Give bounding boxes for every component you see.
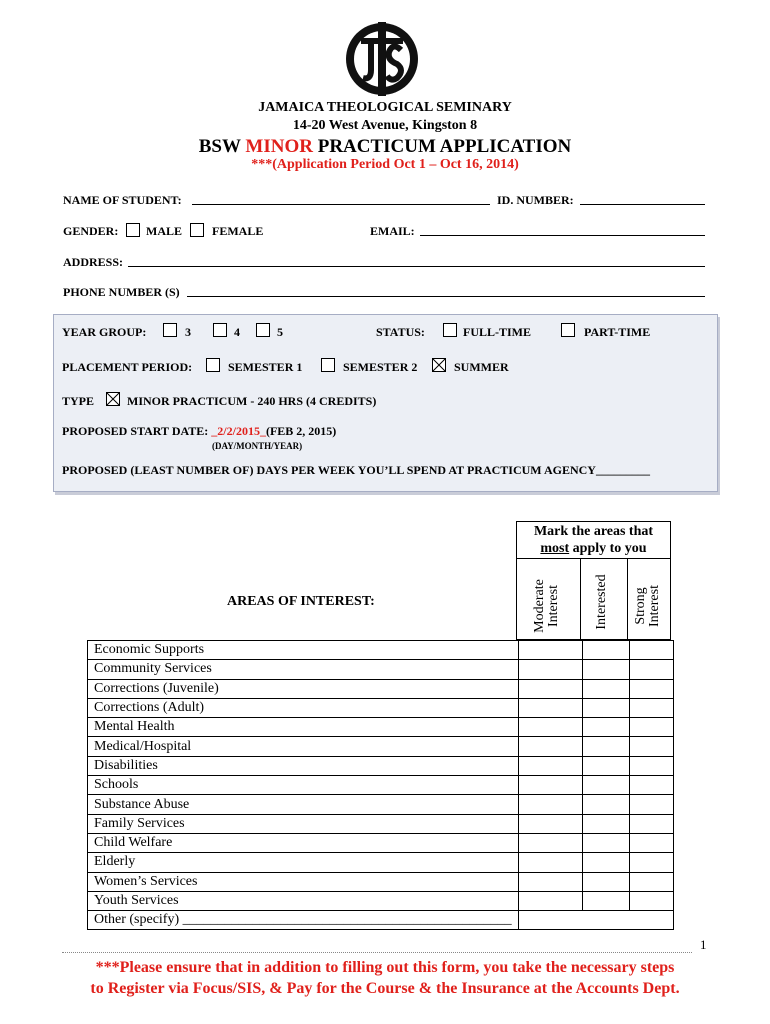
- rating-cell-strong[interactable]: [629, 756, 673, 775]
- semester1-label: SEMESTER 1: [228, 360, 303, 374]
- rating-cell-moderate[interactable]: [518, 872, 582, 891]
- rating-cell-interested[interactable]: [582, 660, 629, 679]
- area-label: Community Services: [88, 660, 519, 679]
- email-field[interactable]: [420, 224, 705, 236]
- rating-cell-moderate[interactable]: [518, 641, 582, 660]
- rating-cell-strong[interactable]: [629, 833, 673, 852]
- rating-cell-strong[interactable]: [629, 814, 673, 833]
- rating-cell-strong[interactable]: [629, 679, 673, 698]
- area-row: [88, 814, 674, 833]
- area-row: [88, 833, 674, 852]
- area-label: Schools: [88, 776, 519, 795]
- type-value: MINOR PRACTICUM - 240 HRS (4 CREDITS): [127, 394, 377, 408]
- area-row: [88, 853, 674, 872]
- area-label: Corrections (Adult): [88, 698, 519, 717]
- area-label: Medical/Hospital: [88, 737, 519, 756]
- area-label: Other (specify) _______________________________________________: [88, 911, 519, 930]
- days-per-week[interactable]: PROPOSED (LEAST NUMBER OF) DAYS PER WEEK YOU’LL SPEND AT PRACTICUM AGENCY_________: [62, 463, 650, 477]
- email-label: EMAIL:: [370, 224, 415, 238]
- type-minor-checkbox[interactable]: [106, 392, 120, 406]
- year-5-checkbox[interactable]: [256, 323, 270, 337]
- rating-cell-interested[interactable]: [582, 718, 629, 737]
- area-row: [88, 872, 674, 891]
- rating-cell-interested[interactable]: [582, 833, 629, 852]
- title-highlight: MINOR: [245, 136, 313, 157]
- col-interested: Interested: [594, 574, 609, 630]
- status-label: STATUS:: [376, 325, 425, 339]
- rating-cell-strong[interactable]: [629, 641, 673, 660]
- institution-address: 14-20 West Avenue, Kingston 8: [292, 118, 478, 133]
- form-title: BSW MINOR PRACTICUM APPLICATION: [198, 136, 572, 157]
- areas-table: [87, 640, 674, 930]
- phone-field[interactable]: [187, 285, 705, 297]
- name-label: NAME OF STUDENT:: [63, 193, 182, 207]
- phone-label: PHONE NUMBER (S): [63, 285, 180, 299]
- year-4-label: 4: [234, 325, 240, 339]
- rating-cell-moderate[interactable]: [518, 718, 582, 737]
- footer-note-line2: to Register via Focus/SIS, & Pay for the Course & the Insurance at the Accounts Dept.: [90, 980, 680, 997]
- area-row: [88, 756, 674, 775]
- date-format-hint: (DAY/MONTH/YEAR): [212, 441, 303, 451]
- rating-cell-moderate[interactable]: [518, 814, 582, 833]
- address-field[interactable]: [128, 255, 705, 267]
- rating-cell-moderate[interactable]: [518, 756, 582, 775]
- year-4-checkbox[interactable]: [213, 323, 227, 337]
- male-checkbox[interactable]: [126, 223, 140, 237]
- parttime-checkbox[interactable]: [561, 323, 575, 337]
- area-row: [88, 698, 674, 717]
- type-label: TYPE: [62, 394, 95, 408]
- start-date: PROPOSED START DATE: _2/2/2015_(FEB 2, 2015): [62, 424, 337, 438]
- area-label: Youth Services: [88, 891, 519, 910]
- area-row: [88, 891, 674, 910]
- rating-cell-strong[interactable]: [629, 872, 673, 891]
- rating-cell-interested[interactable]: [582, 737, 629, 756]
- start-date-value: _2/2/2015_: [211, 424, 266, 438]
- area-label: Child Welfare: [88, 833, 519, 852]
- footer-divider: [62, 952, 692, 953]
- rating-cell-interested[interactable]: [582, 698, 629, 717]
- rating-cell-moderate[interactable]: [518, 853, 582, 872]
- male-label: MALE: [146, 224, 182, 238]
- rating-cell-strong[interactable]: [629, 737, 673, 756]
- col-moderate-interest: Moderate Interest: [532, 579, 561, 633]
- area-row: [88, 776, 674, 795]
- area-row: [88, 737, 674, 756]
- id-label: ID. NUMBER:: [497, 193, 574, 207]
- semester2-label: SEMESTER 2: [343, 360, 418, 374]
- rating-cell-interested[interactable]: [582, 679, 629, 698]
- area-row: [88, 679, 674, 698]
- area-label: Women’s Services: [88, 872, 519, 891]
- rating-cell-moderate[interactable]: [518, 795, 582, 814]
- rating-cell-interested[interactable]: [582, 891, 629, 910]
- placement-label: PLACEMENT PERIOD:: [62, 360, 193, 374]
- rating-cell-interested[interactable]: [582, 776, 629, 795]
- rating-instructions: Mark the areas that most apply to you: [533, 524, 654, 556]
- rating-cell-strong[interactable]: [629, 718, 673, 737]
- rating-cell-strong[interactable]: [629, 660, 673, 679]
- year-3-label: 3: [185, 325, 191, 339]
- rating-cell-interested[interactable]: [582, 814, 629, 833]
- gender-label: GENDER:: [63, 224, 119, 238]
- rating-cell-interested[interactable]: [582, 756, 629, 775]
- rating-cell-strong[interactable]: [629, 795, 673, 814]
- rating-cell-strong[interactable]: [629, 776, 673, 795]
- areas-heading: AREAS OF INTEREST:: [227, 594, 375, 609]
- rating-cell-interested[interactable]: [582, 641, 629, 660]
- area-row: [88, 660, 674, 679]
- area-label: Substance Abuse: [88, 795, 519, 814]
- female-checkbox[interactable]: [190, 223, 204, 237]
- fulltime-label: FULL-TIME: [463, 325, 532, 339]
- application-period: ***(Application Period Oct 1 – Oct 16, 2014): [251, 157, 519, 172]
- rating-cell-moderate[interactable]: [518, 833, 582, 852]
- id-field[interactable]: [580, 193, 705, 205]
- rating-cell-moderate[interactable]: [518, 698, 582, 717]
- check-x-icon: [107, 393, 119, 405]
- check-x-icon: [433, 359, 445, 371]
- rating-cell-moderate[interactable]: [518, 891, 582, 910]
- female-label: FEMALE: [212, 224, 264, 238]
- year-5-label: 5: [277, 325, 283, 339]
- year-3-checkbox[interactable]: [163, 323, 177, 337]
- fulltime-checkbox[interactable]: [443, 323, 457, 337]
- area-row: [88, 795, 674, 814]
- area-label: Corrections (Juvenile): [88, 679, 519, 698]
- area-label: Family Services: [88, 814, 519, 833]
- area-label: Disabilities: [88, 756, 519, 775]
- summer-checkbox[interactable]: [432, 358, 446, 372]
- rating-cell-interested[interactable]: [582, 853, 629, 872]
- area-row: [88, 718, 674, 737]
- rating-cell-interested[interactable]: [582, 795, 629, 814]
- address-label: ADDRESS:: [63, 255, 124, 269]
- footer-note-line1: ***Please ensure that in addition to filling out this form, you take the necessary steps: [95, 959, 675, 976]
- summer-label: SUMMER: [454, 360, 509, 374]
- area-row: [88, 641, 674, 660]
- rating-cell-moderate[interactable]: [518, 737, 582, 756]
- institution-name: JAMAICA THEOLOGICAL SEMINARY: [258, 100, 512, 115]
- page-number: 1: [700, 937, 707, 952]
- semester1-checkbox[interactable]: [206, 358, 220, 372]
- area-label: Economic Supports: [88, 641, 519, 660]
- area-label: Mental Health: [88, 718, 519, 737]
- name-field[interactable]: [192, 193, 490, 205]
- rating-cell-strong[interactable]: [629, 698, 673, 717]
- rating-cell-moderate[interactable]: [518, 660, 582, 679]
- rating-cell-other[interactable]: [518, 911, 673, 930]
- col-strong-interest: Strong Interest: [633, 585, 662, 627]
- area-label: Elderly: [88, 853, 519, 872]
- rating-cell-interested[interactable]: [582, 872, 629, 891]
- parttime-label: PART-TIME: [584, 325, 651, 339]
- year-group-label: YEAR GROUP:: [62, 325, 147, 339]
- area-row: [88, 911, 674, 930]
- rating-cell-strong[interactable]: [629, 891, 673, 910]
- rating-cell-moderate[interactable]: [518, 679, 582, 698]
- rating-cell-moderate[interactable]: [518, 776, 582, 795]
- rating-cell-strong[interactable]: [629, 853, 673, 872]
- semester2-checkbox[interactable]: [321, 358, 335, 372]
- seminary-logo: [343, 20, 421, 98]
